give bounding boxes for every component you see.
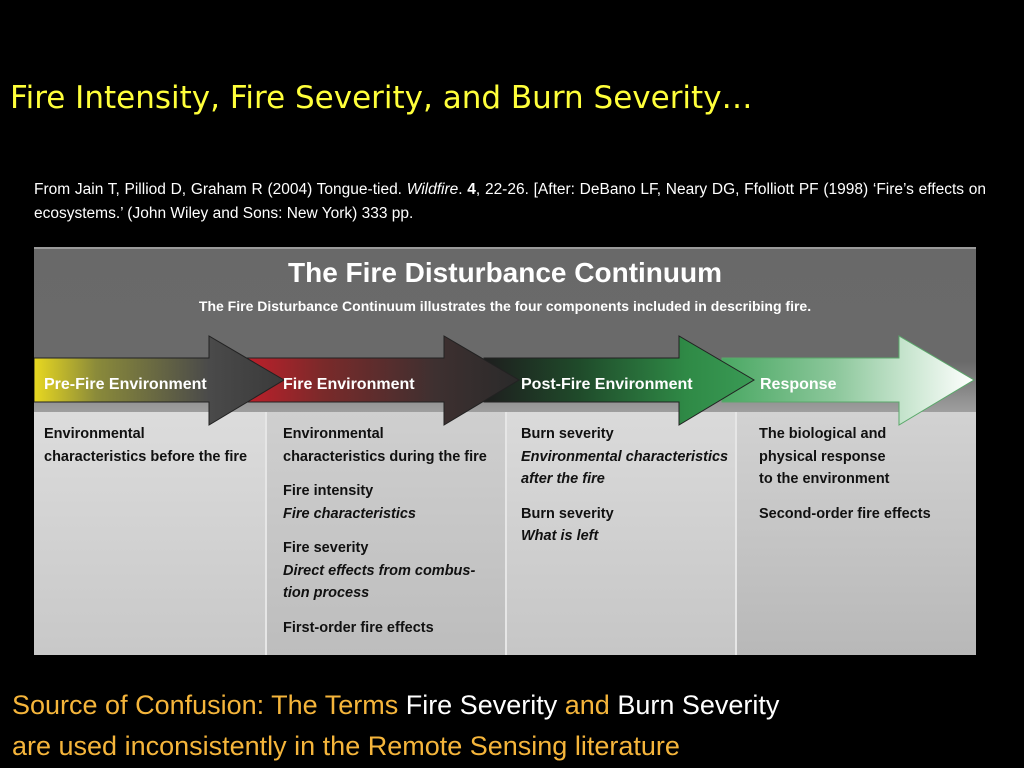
footer-term-burn-severity: Burn Severity [617, 690, 780, 720]
fire-disturbance-figure [34, 247, 976, 655]
text-line: Fire characteristics [283, 505, 416, 522]
text-line: The biological and [759, 426, 887, 442]
citation [34, 178, 986, 226]
text-line: Environmental [44, 426, 145, 442]
stage-label-response: Response [760, 376, 837, 393]
column-text-response [759, 423, 931, 537]
citation-volume: 4 [467, 181, 476, 198]
text-line: characteristics before the fire [44, 448, 248, 465]
text-line: physical response [759, 448, 886, 465]
text-line: Burn severity [521, 426, 614, 442]
text-line: Burn severity [521, 505, 614, 522]
citation-text: From Jain T, Pilliod D, Graham R (2004) Tongue-tied. [34, 181, 407, 198]
stage-label-fire: Fire Environment [283, 376, 415, 393]
slide-title: Fire Intensity, Fire Severity, and Burn Severity… [10, 80, 753, 116]
column-text-fire [283, 423, 487, 651]
citation-journal: Wildfire [406, 181, 459, 198]
text-line: Fire intensity [283, 483, 374, 499]
column-text-post-fire [521, 423, 728, 560]
figure-title: The Fire Disturbance Continuum [287, 257, 723, 288]
text-line: Environmental [283, 426, 384, 442]
text-line: after the fire [521, 471, 605, 487]
text-line: First-order fire effects [283, 619, 434, 636]
text-line: Fire severity [283, 540, 369, 556]
text-line: Direct effects from combus- [283, 562, 476, 579]
footer-term-fire-severity: Fire Severity [405, 690, 558, 720]
figure-subtitle: The Fire Disturbance Continuum illustrates the four components included in describing fire. [198, 298, 812, 314]
citation-text-2: , 22-26. [After: DeBano LF, Neary DG, Ffolliott PF (1998) ‘Fire’s effects on ecosystems.’ (John Wiley and Sons: New York) 333 pp. [34, 181, 986, 222]
footer-text: are used inconsistently in the Remote Sensing literature [12, 731, 680, 761]
text-line: What is left [521, 528, 599, 544]
stage-label-pre-fire: Pre-Fire Environment [44, 376, 207, 393]
stage-label-post-fire: Post-Fire Environment [521, 376, 693, 393]
footer-text: and [557, 690, 618, 720]
text-line: characteristics during the fire [283, 448, 487, 465]
text-line: Environmental characteristics [521, 448, 729, 465]
footer-text: Source of Confusion: The Terms [12, 690, 406, 720]
text-line: tion process [283, 585, 370, 601]
footer-note [12, 685, 1012, 767]
citation-dot: . [458, 181, 468, 198]
text-line: to the environment [759, 471, 890, 487]
text-line: Second-order fire effects [759, 505, 931, 522]
column-text-pre-fire [44, 423, 247, 480]
